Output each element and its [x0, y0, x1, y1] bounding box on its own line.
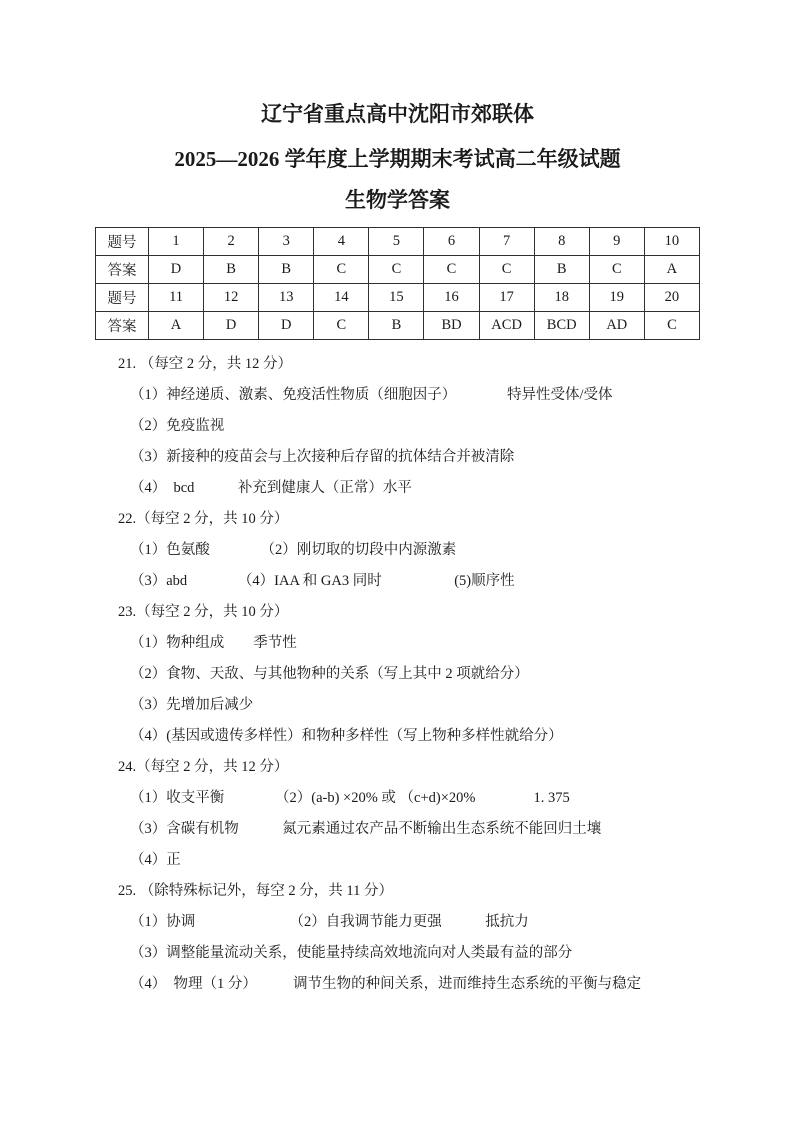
title-exam: 2025—2026 学年度上学期期末考试高二年级试题	[174, 147, 621, 171]
answer-cell: C	[314, 312, 369, 340]
answer-cell: B	[259, 256, 314, 284]
answer-cell: 8	[534, 228, 589, 256]
answer-cell: 2	[204, 228, 259, 256]
answer-cell: 15	[369, 284, 424, 312]
row-label-cell: 答案	[96, 312, 149, 340]
answer-line: （1）协调 （2）自我调节能力更强 抵抗力	[130, 914, 529, 930]
section-heading: 24.（每空 2 分，共 12 分）	[118, 759, 289, 775]
answer-line: （4）(基因或遗传多样性）和物种多样性（写上物种多样性就给分）	[130, 728, 563, 744]
answer-cell: 1	[149, 228, 204, 256]
section-heading: 25. （除特殊标记外，每空 2 分，共 11 分）	[118, 883, 393, 899]
table-row	[96, 228, 700, 256]
answer-cell: D	[259, 312, 314, 340]
answer-cell: 14	[314, 284, 369, 312]
answer-cell: 19	[589, 284, 644, 312]
answer-line: （4）正	[130, 852, 181, 868]
answer-line: （4） bcd 补充到健康人（正常）水平	[130, 480, 412, 496]
answer-cell: 11	[149, 284, 204, 312]
row-label-cell: 题号	[96, 284, 149, 312]
answer-cell: C	[589, 256, 644, 284]
answer-line: （4） 物理（1 分） 调节生物的种间关系，进而维持生态系统的平衡与稳定	[130, 976, 642, 992]
title-subject: 生物学答案	[345, 188, 450, 212]
answer-line: （3）新接种的疫苗会与上次接种后存留的抗体结合并被清除	[130, 449, 515, 465]
answer-cell: 13	[259, 284, 314, 312]
answer-line: （1）收支平衡 （2）(a-b) ×20% 或 （c+d)×20% 1. 375	[130, 790, 570, 806]
answer-cell: D	[204, 312, 259, 340]
answer-cell: C	[644, 312, 699, 340]
answer-cell: C	[314, 256, 369, 284]
row-label-cell: 答案	[96, 256, 149, 284]
answer-cell: 17	[479, 284, 534, 312]
answer-cell: 12	[204, 284, 259, 312]
answer-cell: 4	[314, 228, 369, 256]
answer-cell: 10	[644, 228, 699, 256]
answer-cell: C	[424, 256, 479, 284]
answer-cell: AD	[589, 312, 644, 340]
answer-cell: B	[204, 256, 259, 284]
answer-cell: A	[644, 256, 699, 284]
table-row	[96, 284, 700, 312]
section-heading: 21. （每空 2 分，共 12 分）	[118, 356, 292, 372]
answer-cell: 16	[424, 284, 479, 312]
answer-sections	[95, 349, 700, 1000]
answer-cell: ACD	[479, 312, 534, 340]
answer-cell: A	[149, 312, 204, 340]
answer-cell: B	[369, 312, 424, 340]
answer-cell: 5	[369, 228, 424, 256]
answer-line: （3）调整能量流动关系，使能量持续高效地流向对人类最有益的部分	[130, 945, 573, 961]
answer-line: （2）免疫监视	[130, 418, 225, 434]
answer-line: （1）物种组成 季节性	[130, 635, 297, 651]
answer-cell: 20	[644, 284, 699, 312]
table-row	[96, 312, 700, 340]
answer-line: （1）神经递质、激素、免疫活性物质（细胞因子） 特异性受体/受体	[130, 387, 613, 403]
answer-cell: BD	[424, 312, 479, 340]
answer-cell: 18	[534, 284, 589, 312]
answer-cell: 7	[479, 228, 534, 256]
answer-cell: B	[534, 256, 589, 284]
answer-cell: BCD	[534, 312, 589, 340]
section-heading: 22.（每空 2 分，共 10 分）	[118, 511, 289, 527]
answer-cell: C	[369, 256, 424, 284]
answer-line: （3）abd （4）IAA 和 GA3 同时 (5)顺序性	[130, 573, 515, 589]
answer-cell: C	[479, 256, 534, 284]
answer-line: （1）色氨酸 （2）刚切取的切段中内源激素	[130, 542, 457, 558]
answer-key-table	[95, 227, 700, 340]
answer-key-table-body	[96, 228, 700, 340]
section-heading: 23.（每空 2 分，共 10 分）	[118, 604, 289, 620]
answer-line: （3）先增加后减少	[130, 697, 254, 713]
title-school: 辽宁省重点高中沈阳市郊联体	[261, 102, 534, 126]
answer-cell: 6	[424, 228, 479, 256]
answer-cell: 3	[259, 228, 314, 256]
table-row	[96, 256, 700, 284]
answer-cell: 9	[589, 228, 644, 256]
answer-line: （2）食物、天敌、与其他物种的关系（写上其中 2 项就给分）	[130, 666, 529, 682]
row-label-cell: 题号	[96, 228, 149, 256]
answer-line: （3）含碳有机物 氮元素通过农产品不断输出生态系统不能回归土壤	[130, 821, 602, 837]
answer-cell: D	[149, 256, 204, 284]
